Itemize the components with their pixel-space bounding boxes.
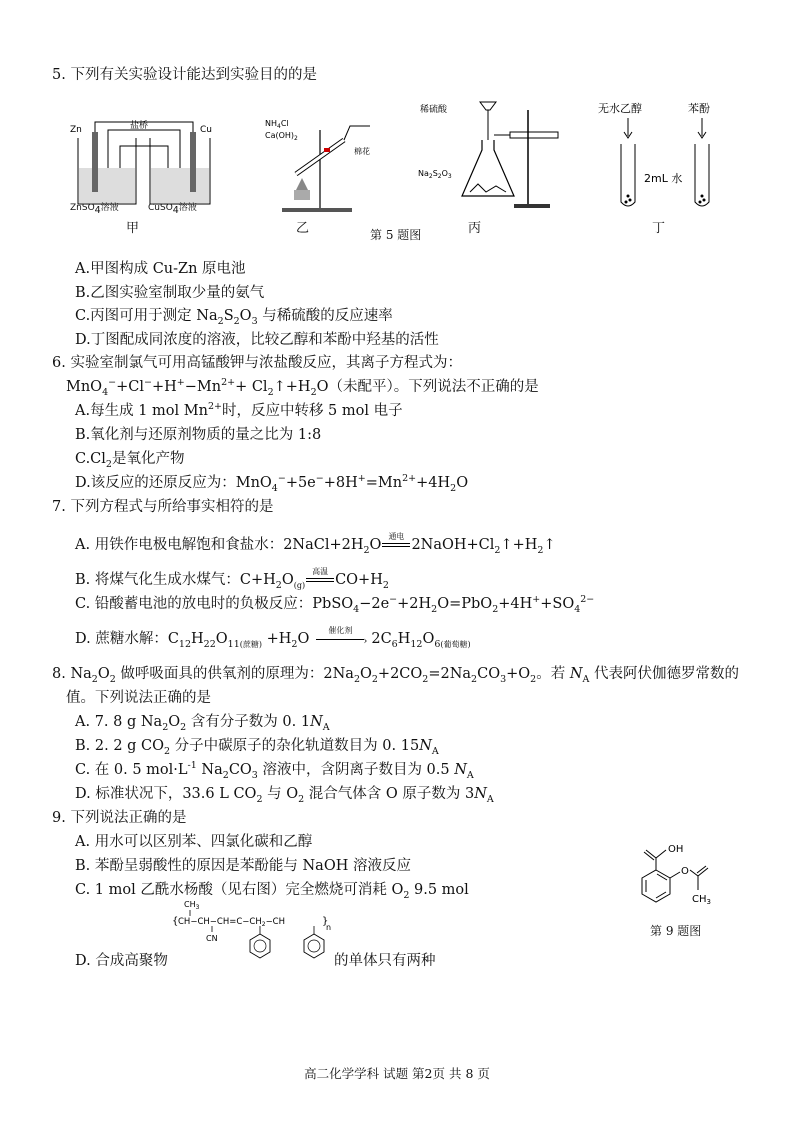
svg-text:}: }: [322, 916, 329, 927]
q7-option-d: D. 蔗糖水解：$C_{12}H_{22}O_{11(蔗糖)} +H_2O$ 催化剂 › $2C_6H_{12}O_{6(葡萄糖)}$: [75, 626, 471, 650]
q6-equation: $MnO_4^-+Cl^-+H^+-Mn^{2+}+$ $Cl_2↑+H_2O$（未配平）。下列说法不正确的是: [66, 377, 539, 398]
zn-label: Zn: [70, 125, 82, 135]
ethanol-label: 无水乙醇: [598, 102, 642, 115]
znso4-label: ZnSO$_4$溶液: [70, 203, 119, 216]
q9-option-c: C. 1 mol 乙酰水杨酸（见右图）完全燃烧可消耗 $O_2$ 9.5 mol: [75, 882, 469, 901]
page-footer: 高二化学学科 试题 第2页 共 8 页: [304, 1066, 490, 1081]
polymer-cn: CN: [206, 934, 218, 943]
polymer-chain: $CH-CH-CH=C-CH_2-CH$: [178, 917, 286, 928]
water-label: 2mL 水: [644, 172, 683, 185]
q7-option-c: C. 铅酸蓄电池的放电时的负极反应：$PbSO_4-2e^-+2H_2O=PbO_2+4H^++SO_4^{2-}$: [75, 594, 595, 615]
phenol-label: 苯酚: [688, 102, 710, 115]
cotton-label: 棉花: [354, 147, 370, 156]
q5-option-c: C.丙图可用于测定 $Na_2S_2O_3$ 与稀硫酸的反应速率: [75, 308, 393, 327]
figure-jia-label: 甲: [126, 221, 140, 236]
q9-option-d-tail: 的单体只有两种: [334, 953, 436, 969]
figure-ding-test-tubes: [596, 96, 726, 218]
aspirin-structure: [626, 836, 726, 924]
q9-option-d: D. 合成高聚物: [75, 953, 168, 969]
salt-bridge-label: 盐桥: [130, 121, 149, 131]
figure-9-caption: 第 9 题图: [650, 924, 702, 938]
q5-stem: 5. 下列有关实验设计能达到实验目的的是: [52, 67, 317, 83]
cuso4-label: CuSO$_4$溶液: [148, 203, 197, 216]
q5-option-d: D.丁图配成同浓度的溶液，比较乙醇和苯酚中羟基的活性: [75, 332, 439, 348]
figure-bing-rate-setup: [418, 96, 568, 216]
q6-option-d: D.该反应的还原反应为：$MnO_4^-+5e^-+8H^+=Mn^{2+}+4H_2O$: [75, 473, 469, 494]
q8-stem: 8. $Na_2O_2$ 做呼吸面具的供氧剂的原理为：$2Na_2O_2+2CO_2=2Na_2CO_3+O_2$。若 $N_A$ 代表阿伏伽德罗常数的: [52, 666, 739, 685]
q6-option-b: B.氧化剂与还原剂物质的量之比为 1:8: [75, 427, 322, 443]
figure-yi-label: 乙: [296, 221, 310, 236]
q5-option-a: A.甲图构成 Cu-Zn 原电池: [75, 261, 246, 277]
dilute-acid-label: 稀硫酸: [420, 105, 448, 115]
q6-option-c: $C.Cl_2$是氧化产物: [75, 451, 185, 470]
q8-option-c: C. 在 0. 5 $mol\cdot L^{-1}$ $Na_2CO_3$ 溶液中，含阴离子数目为 0.5 $N_A$: [75, 760, 474, 781]
polymer-structure: [172, 898, 332, 970]
q9-stem: 9. 下列说法正确的是: [52, 810, 187, 826]
q7-option-b: B. 将煤气化生成水煤气：$C+H_2O_{(g)}$ 高温 $CO+H_2$: [75, 567, 389, 591]
q8-option-a: A. 7. 8 g $Na_2O_2$ 含有分子数为 0. $1N_A$: [75, 714, 330, 733]
q8-stem-line2: 值。下列说法正确的是: [66, 690, 211, 706]
figure-yi-ammonia-setup: [262, 110, 382, 215]
q6-option-a: A.每生成 1 mol $Mn^{2+}$时，反应中转移 5 mol 电子: [75, 401, 403, 419]
q6-stem: 6. 实验室制氯气可用高锰酸钾与浓盐酸反应，其离子方程式为：: [52, 355, 462, 371]
q9-option-b: B. 苯酚呈弱酸性的原因是苯酚能与 NaOH 溶液反应: [75, 858, 411, 874]
svg-text:{: {: [172, 916, 179, 927]
q7-option-a: A. 用铁作电极电解饱和食盐水：$2NaCl+2H_2O$ 通电 $2NaOH+Cl_2↑+H_2↑$: [75, 532, 556, 556]
nh4cl-label: $NH_4Cl$: [265, 119, 289, 130]
q8-option-b: B. 2. 2 g $CO_2$ 分子中碳原子的杂化轨道数目为 0. $15N_A$: [75, 738, 439, 757]
q5-option-b: B.乙图实验室制取少量的氨气: [75, 285, 265, 301]
q7-stem: 7. 下列方程式与所给事实相符的是: [52, 499, 274, 515]
q9-option-a: A. 用水可以区别苯、四氯化碳和乙醇: [75, 834, 313, 850]
figure-5-caption: 第 5 题图: [370, 228, 422, 242]
aspirin-ch3: $CH_3$: [692, 894, 711, 906]
na2s2o3-label: $Na_2S_2O_3$: [418, 169, 452, 180]
polymer-n: n: [326, 923, 332, 932]
polymer-ch3: $CH_3$: [184, 900, 200, 911]
q8-option-d: D. 标准状况下，33.6 L $CO_2$ 与 $O_2$ 混合气体含 O 原子数为 $3N_A$: [75, 786, 494, 805]
caoh2-label: $Ca(OH)_2$: [265, 131, 298, 142]
figure-ding-label: 丁: [652, 221, 666, 236]
aspirin-o: O: [681, 866, 689, 877]
aspirin-oh: OH: [668, 844, 684, 855]
cu-label: Cu: [200, 125, 212, 135]
figure-bing-label: 丙: [468, 221, 482, 236]
